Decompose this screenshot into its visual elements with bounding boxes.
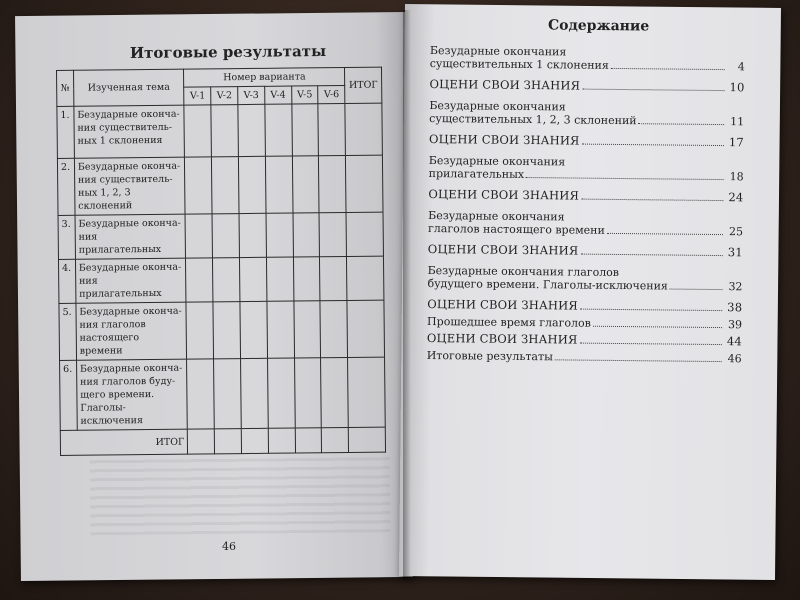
toc-leader-dots (580, 309, 722, 311)
variant-header: V-5 (291, 86, 318, 104)
col-topic-header: Изученная тема (73, 69, 184, 106)
toc-entry-text: ОЦЕНИ СВОИ ЗНАНИЯ (427, 296, 578, 313)
row-number: 3. (58, 215, 75, 259)
toc-entry (427, 264, 742, 293)
toc-leader-dots (582, 144, 724, 146)
toc-entry (427, 332, 742, 348)
toc-entry-text: Прошедшее время глаголов (427, 314, 591, 330)
table-row (57, 155, 383, 215)
score-cell[interactable] (211, 105, 238, 157)
score-cell[interactable] (185, 214, 212, 258)
toc-entry-text: ОЦЕНИ СВОИ ЗНАНИЯ (429, 76, 581, 93)
toc-leader-dots (611, 68, 725, 70)
score-cell[interactable] (267, 301, 294, 358)
score-cell[interactable] (241, 358, 269, 428)
toc-entry-text: будущего времени. Глаголы-исключения (427, 276, 668, 293)
table-row (60, 357, 386, 430)
toc-leader-dots (639, 123, 725, 125)
score-cell[interactable] (238, 104, 265, 156)
score-cell[interactable] (184, 105, 211, 157)
table-row (58, 256, 383, 303)
toc-entry-text: прилагательных (428, 166, 525, 181)
toc-entry-text: ОЦЕНИ СВОИ ЗНАНИЯ (426, 330, 578, 347)
toc-page-number: 4 (737, 60, 745, 74)
score-cell[interactable] (320, 300, 347, 357)
contents-title: Содержание (547, 17, 650, 35)
total-cell[interactable] (348, 357, 386, 427)
total-score-cell[interactable] (295, 428, 322, 453)
score-cell[interactable] (319, 155, 346, 212)
score-cell[interactable] (321, 357, 349, 427)
toc-entry (429, 154, 744, 183)
row-topic: Безударные окончания глаголов будущего времени. Глаголы-исключения (76, 359, 187, 430)
score-cell[interactable] (292, 156, 319, 213)
variant-header: V-2 (211, 87, 238, 105)
total-score-cell[interactable] (348, 427, 385, 452)
score-cell[interactable] (293, 257, 320, 301)
toc-entry (428, 243, 743, 259)
page-number: 46 (222, 540, 236, 553)
toc-entry-text: Безударные окончания (429, 98, 566, 114)
total-score-cell[interactable] (214, 429, 241, 454)
variant-header: V-4 (264, 86, 291, 104)
row-topic: Безударные окончания существительных 1 склонения (74, 105, 185, 158)
total-score-cell[interactable] (268, 428, 295, 453)
row-topic: Безударные окончания существительных 1, 2, 3 склонений (74, 157, 185, 215)
score-cell[interactable] (266, 257, 293, 301)
row-number: 1. (57, 106, 74, 158)
toc-page-number: 18 (729, 170, 744, 184)
toc-entry-text: ОЦЕНИ СВОИ ЗНАНИЯ (427, 241, 579, 258)
toc-leader-dots (581, 199, 723, 201)
total-cell[interactable] (346, 155, 383, 212)
score-cell[interactable] (240, 301, 267, 358)
total-score-cell[interactable] (188, 429, 215, 454)
score-cell[interactable] (320, 256, 347, 300)
toc-page-number: 32 (728, 280, 743, 294)
results-table (56, 67, 386, 456)
toc-entry-text: Безударные окончания (429, 44, 567, 59)
toc-leader-dots (582, 89, 724, 91)
total-row (60, 427, 385, 455)
total-cell[interactable] (347, 256, 384, 300)
bleed-through-text (90, 452, 391, 535)
book-gutter (403, 10, 411, 580)
variant-header: V-1 (184, 87, 211, 105)
row-number: 2. (57, 158, 74, 215)
table-row (59, 300, 385, 360)
score-cell[interactable] (214, 359, 242, 429)
score-cell[interactable] (186, 258, 213, 302)
row-number: 5. (59, 303, 76, 360)
total-score-cell[interactable] (322, 427, 349, 452)
toc-entry-text: ОЦЕНИ СВОИ ЗНАНИЯ (428, 131, 580, 148)
toc-page-number: 17 (728, 135, 745, 150)
toc-entry (429, 99, 744, 128)
toc-leader-dots (526, 177, 724, 180)
toc-entry-text: глаголов настоящего времени (427, 221, 605, 237)
row-topic: Безударные окончания прилагательных (75, 258, 186, 303)
toc-page-number: 10 (729, 80, 745, 95)
toc-entry-text: существительных 1, 2, 3 склонений (429, 111, 637, 128)
toc-entry (427, 315, 742, 331)
score-cell[interactable] (187, 359, 215, 429)
toc-page-number: 24 (728, 190, 744, 205)
score-cell[interactable] (239, 213, 266, 257)
score-cell[interactable] (212, 157, 239, 214)
score-cell[interactable] (294, 301, 321, 358)
row-topic: Безударные окончания глаголов настоящего времени (76, 302, 187, 360)
toc-page-number: 31 (727, 245, 743, 260)
score-cell[interactable] (266, 213, 293, 257)
score-cell[interactable] (265, 104, 292, 156)
row-number: 6. (60, 360, 78, 430)
total-score-cell[interactable] (241, 428, 268, 453)
toc-leader-dots (580, 254, 722, 256)
toc-entry-text: Безударные окончания (428, 153, 566, 169)
score-cell[interactable] (212, 214, 239, 258)
score-cell[interactable] (319, 212, 346, 256)
toc-page-number: 46 (727, 352, 742, 366)
results-title: Итоговые результаты (129, 41, 327, 63)
total-cell[interactable] (347, 300, 384, 357)
toc-leader-dots (593, 326, 722, 328)
score-cell[interactable] (291, 104, 318, 156)
col-num-header: № (57, 70, 74, 106)
row-topic: Безударные окончания прилагательных (75, 214, 186, 259)
score-cell[interactable] (213, 258, 240, 302)
toc-entry (428, 209, 743, 238)
toc-page-number: 39 (728, 318, 743, 332)
toc-entry-text: Безударные окончания (428, 208, 565, 224)
score-cell[interactable] (239, 257, 266, 301)
col-total-header: ИТОГ (345, 67, 382, 103)
toc-entry-text: существительных 1 склонения (429, 56, 609, 72)
total-cell[interactable] (345, 103, 382, 155)
score-cell[interactable] (186, 302, 213, 359)
toc-leader-dots (579, 343, 721, 345)
row-number: 4. (58, 259, 75, 303)
score-cell[interactable] (213, 302, 240, 359)
toc-page-number: 25 (728, 225, 744, 239)
score-cell[interactable] (265, 156, 292, 213)
toc-entry (427, 298, 742, 314)
toc-leader-dots (607, 233, 723, 235)
col-variant-header: Номер варианта (184, 67, 345, 87)
table-row (57, 103, 383, 158)
score-cell[interactable] (293, 213, 320, 257)
toc-page-number: 11 (730, 115, 745, 129)
toc-leader-dots (670, 289, 723, 291)
table-row (58, 212, 383, 259)
toc-page-number: 38 (727, 300, 743, 315)
score-cell[interactable] (267, 358, 295, 428)
toc-entry (430, 78, 745, 94)
toc-entry (428, 188, 743, 204)
total-cell[interactable] (346, 212, 383, 256)
toc-page-number: 44 (726, 334, 742, 349)
score-cell[interactable] (185, 157, 212, 214)
table-of-contents (427, 44, 745, 365)
variant-header: V-3 (238, 86, 265, 104)
total-label: ИТОГ (60, 429, 188, 455)
score-cell[interactable] (318, 103, 345, 155)
toc-entry-text: Итоговые результаты (426, 348, 553, 364)
results-body (57, 103, 386, 455)
toc-entry-text: ОЦЕНИ СВОИ ЗНАНИЯ (428, 186, 580, 203)
toc-leader-dots (555, 359, 722, 362)
toc-entry (430, 44, 745, 73)
toc-entry-text: Безударные окончания глаголов (427, 263, 620, 279)
toc-entry (429, 133, 744, 149)
score-cell[interactable] (238, 156, 265, 213)
score-cell[interactable] (294, 358, 322, 428)
variant-header: V-6 (318, 85, 345, 103)
